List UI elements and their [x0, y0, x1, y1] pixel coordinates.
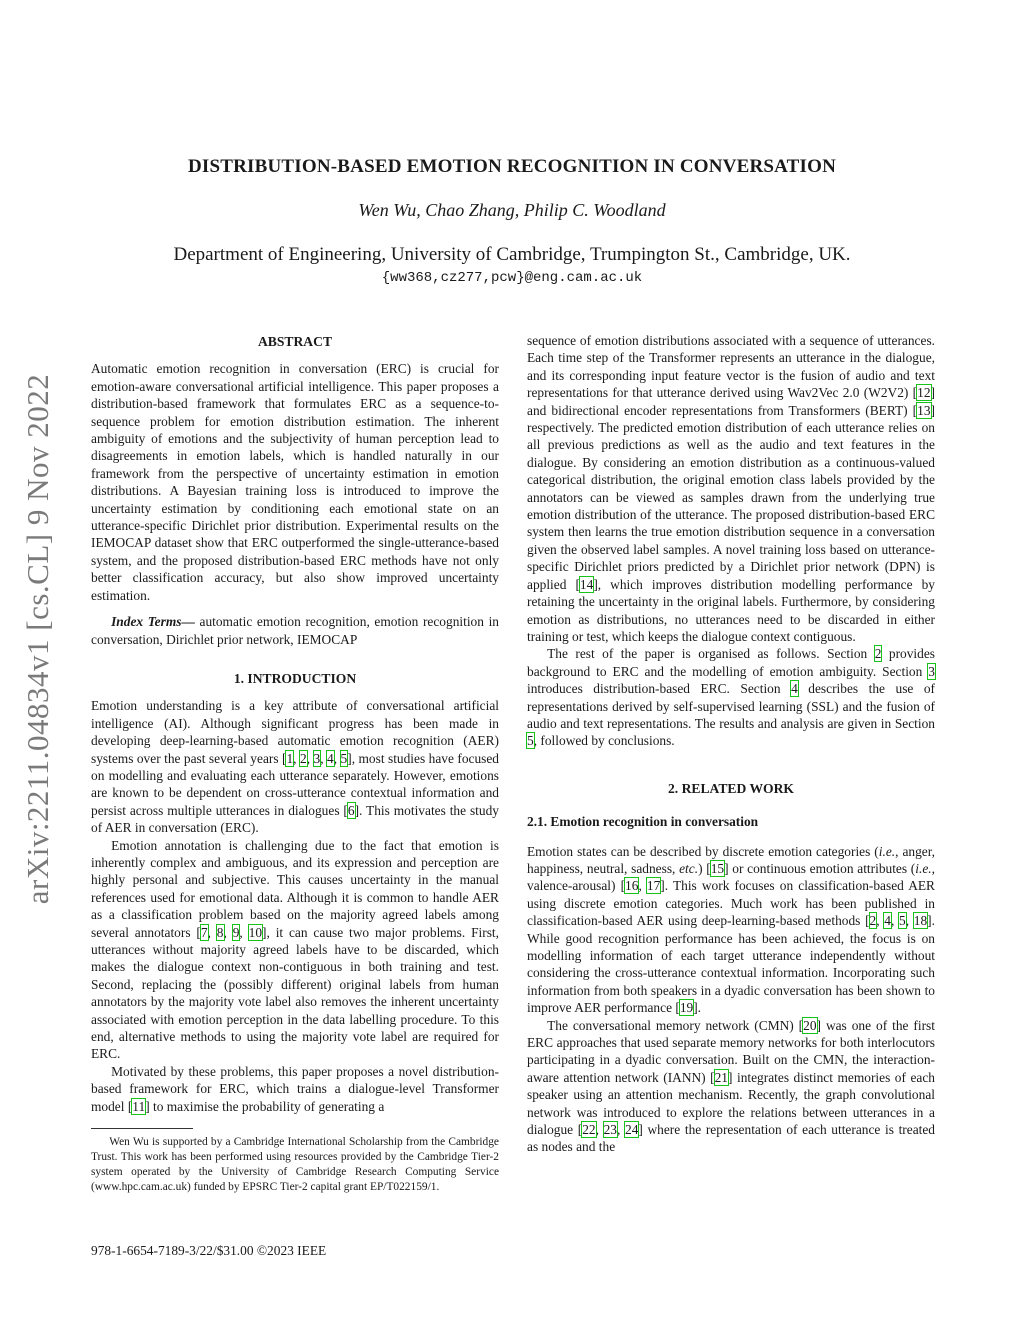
author-emails: {ww368,cz277,pcw}@eng.cam.ac.uk: [381, 270, 643, 286]
citation-link[interactable]: 9: [232, 924, 240, 940]
citation-link[interactable]: 16: [625, 878, 639, 894]
section-link[interactable]: 3: [928, 663, 935, 679]
footnote-rule: [91, 1128, 193, 1129]
citation-link[interactable]: 2: [299, 750, 307, 766]
citation-link[interactable]: 8: [216, 924, 224, 940]
intro-paragraph-2: Emotion annotation is challenging due to the fact that emotion is inherently complex and ambiguous, and its expression and perception are highly personal and subjective. This causes uncertainty in the manual references used for emotional data. Although it is common to handle AER as a classification problem based on the majority agreed labels among several annotators [7, 8, 9, 10], it can cause two major problems. First, utterances without majority agreed labels have to be discarded, which makes the dialogue context non-contiguous in both training and test. Second, replacing the (possibly different) original labels from human annotators by the majority vote label also removes the inherent uncertainty associated with emotion perception in the data labelling procedure. To this end, alternative methods to using the majority vote label are required for ERC.: [91, 837, 500, 1062]
citation-link[interactable]: 6: [347, 802, 355, 818]
citation-link[interactable]: 22: [582, 1122, 596, 1138]
citation-link[interactable]: 23: [603, 1122, 617, 1138]
intro-paragraph-1: Emotion understanding is a key attribute of conversational artificial intelligence (AI). Although significant progress has been made in developing deep-learning-based automatic emotion recognition (AER) systems over the past several years [1, 2, 3, 4, 5], most studies have focused on modelling and evaluating each utterance separately. However, emotions are known to be dependent on cross-utterance contextual information and persist across multiple utterances in dialogues [6]. This motivates the study of AER in conversation (ERC).: [91, 698, 500, 836]
right-column: [527, 332, 935, 1156]
section-link[interactable]: 5: [527, 733, 534, 749]
subsection-heading: 2.1. Emotion recognition in conversation: [527, 814, 759, 830]
intro-paragraph-3: Motivated by these problems, this paper proposes a novel distribution-based framework for ERC, which trains a dialogue-level Transformer model [11] to maximise the probability of generating a: [91, 1063, 499, 1114]
right-paragraph-2: The rest of the paper is organised as follows. Section 2 provides background to ERC and the modelling of emotion ambiguity. Section 3 introduces distribution-based ERC. Section 4 describes the use of representations derived by self-supervised learning (SSL) and the fusion of audio and text representations. The results and analysis are given in Section 5, followed by conclusions.: [527, 646, 936, 749]
citation-link[interactable]: 13: [917, 402, 931, 418]
related-paragraph-1: Emotion states can be described by discrete emotion categories (i.e., anger, happiness, neutral, sadness, etc.) [15] or continuous emotion attributes (i.e., valence-arousal) [16, 17]. This work focuses on classification-based AER using discrete emotion categories. Much work has been published in classification-based AER using deep-learning-based methods [2, 4, 5, 18]. While good recognition performance has been achieved, the focus is on modelling information of each target utterance independently without considering the cross-utterance contextual information. Incorporating such information from both speakers in a dyadic conversation has been shown to improve AER performance [19].: [527, 843, 935, 1016]
citation-link[interactable]: 5: [899, 913, 906, 929]
section-link[interactable]: 4: [791, 681, 798, 697]
related-paragraph-2: The conversational memory network (CMN) [20] was one of the first ERC approaches that used separate memory networks for both interlocutors participating in a dyadic conversation. Built on the CMN, the interaction-aware attention network (IANN) [21] integrates distinct memories of each speaker using an attention mechanism. Recently, the graph convolutional network was introduced to explore the relations between utterances in a dialogue [22, 23, 24] where the representation of each utterance is treated as nodes and the: [527, 1017, 936, 1155]
left-column: [91, 333, 499, 1115]
citation-link[interactable]: 4: [327, 750, 334, 766]
citation-link[interactable]: 19: [679, 1000, 694, 1016]
section-link[interactable]: 2: [874, 646, 882, 662]
right-paragraph-1: sequence of emotion distributions associated with a sequence of utterances. Each time step of the Transformer represents an utterance in the dialogue, and its corresponding input feature vector is the fusion of audio and text representations for that utterance derived using Wav2Vec 2.0 (W2V2) [12] and bidirectional encoder representations from Transformers (BERT) [13] respectively. The predicted emotion distribution of each utterance relies on all previous predictions as well as the audio and text features in the dialogue. By considering an emotion distribution as a continuous-valued categorical distribution, the original emotion class labels provided by the annotators can be viewed as samples drawn from the underlying true emotion distribution of the utterance. The proposed distribution-based ERC system then learns the true emotion distribution sequence in a conversation given the observed label samples. A novel training loss based on utterance-specific Dirichlet priors predicted by a Dirichlet prior network (DPN) is applied [14], which improves distribution modelling performance by retaining the uncertainty in the original labels. Furthermore, by considering emotion as distributions, no utterances need to be discarded in either training or test, which keeps the dialogue context contiguous.: [527, 333, 935, 644]
citation-link[interactable]: 18: [913, 913, 928, 929]
citation-link[interactable]: 24: [625, 1122, 639, 1138]
intro-heading: 1. INTRODUCTION: [233, 670, 357, 686]
citation-link[interactable]: 2: [869, 913, 877, 929]
paper-title: DISTRIBUTION-BASED EMOTION RECOGNITION IN CONVERSATION: [187, 156, 837, 177]
arxiv-stamp: [18, 355, 58, 923]
citation-link[interactable]: 15: [710, 860, 725, 876]
index-terms: [91, 613, 499, 648]
index-terms-label: Index Terms—: [111, 614, 195, 630]
citation-link[interactable]: 12: [917, 385, 931, 401]
citation-link[interactable]: 20: [803, 1017, 817, 1033]
abstract-heading: ABSTRACT: [257, 334, 333, 349]
citation-link[interactable]: 21: [714, 1069, 728, 1085]
citation-link[interactable]: 14: [579, 576, 594, 592]
citation-link[interactable]: 10: [248, 924, 263, 940]
affiliation: Department of Engineering, University of Cambridge, Trumpington St., Cambridge, UK.: [173, 244, 851, 265]
citation-link[interactable]: 1: [286, 750, 294, 766]
arxiv-stamp-text: arXiv:2211.04834v1 [cs.CL] 9 Nov 2022: [20, 373, 55, 905]
citation-link[interactable]: 7: [200, 924, 208, 940]
copyright-notice: 978-1-6654-7189-3/22/$31.00 ©2023 IEEE: [91, 1243, 327, 1258]
citation-link[interactable]: 5: [340, 750, 348, 766]
citation-link[interactable]: 3: [313, 750, 321, 766]
related-work-heading: 2. RELATED WORK: [667, 780, 794, 796]
citation-link[interactable]: 4: [884, 913, 891, 929]
footnote: Wen Wu is supported by a Cambridge International Scholarship from the Cambridge Trust. This work has been performed using resources provided by the Cambridge Tier-2 system operated by the University of Cambridge Research Computing Service (www.hpc.cam.ac.uk) funded by EPSRC Tier-2 capital grant EP/T022159/1.: [91, 1136, 499, 1193]
index-terms-text: automatic emotion recognition, emotion recognition in conversation, Dirichlet prior network, IEMOCAP: [91, 614, 499, 647]
abstract-text: Automatic emotion recognition in conversation (ERC) is crucial for emotion-aware conversational artificial intelligence. This paper proposes a distribution-based framework that formulates ERC as a sequence-to-sequence problem for emotion distribution estimation. The inherent ambiguity of emotions and the subjectivity of human perception lead to disagreements in emotion labels, which is handled naturally in our framework from the perspective of uncertainty estimation in emotion distributions. A Bayesian training loss is introduced to improve the uncertainty estimation by conditioning each emotional state on an utterance-specific Dirichlet prior distribution. Experimental results on the IEMOCAP dataset show that ERC outperformed the single-utterance-based system, and the proposed distribution-based ERC methods have not only better classification accuracy, but also show improved uncertainty estimation.: [91, 361, 499, 603]
authors: Wen Wu, Chao Zhang, Philip C. Woodland: [358, 200, 666, 220]
citation-link[interactable]: 11: [132, 1098, 146, 1114]
citation-link[interactable]: 17: [646, 878, 661, 894]
